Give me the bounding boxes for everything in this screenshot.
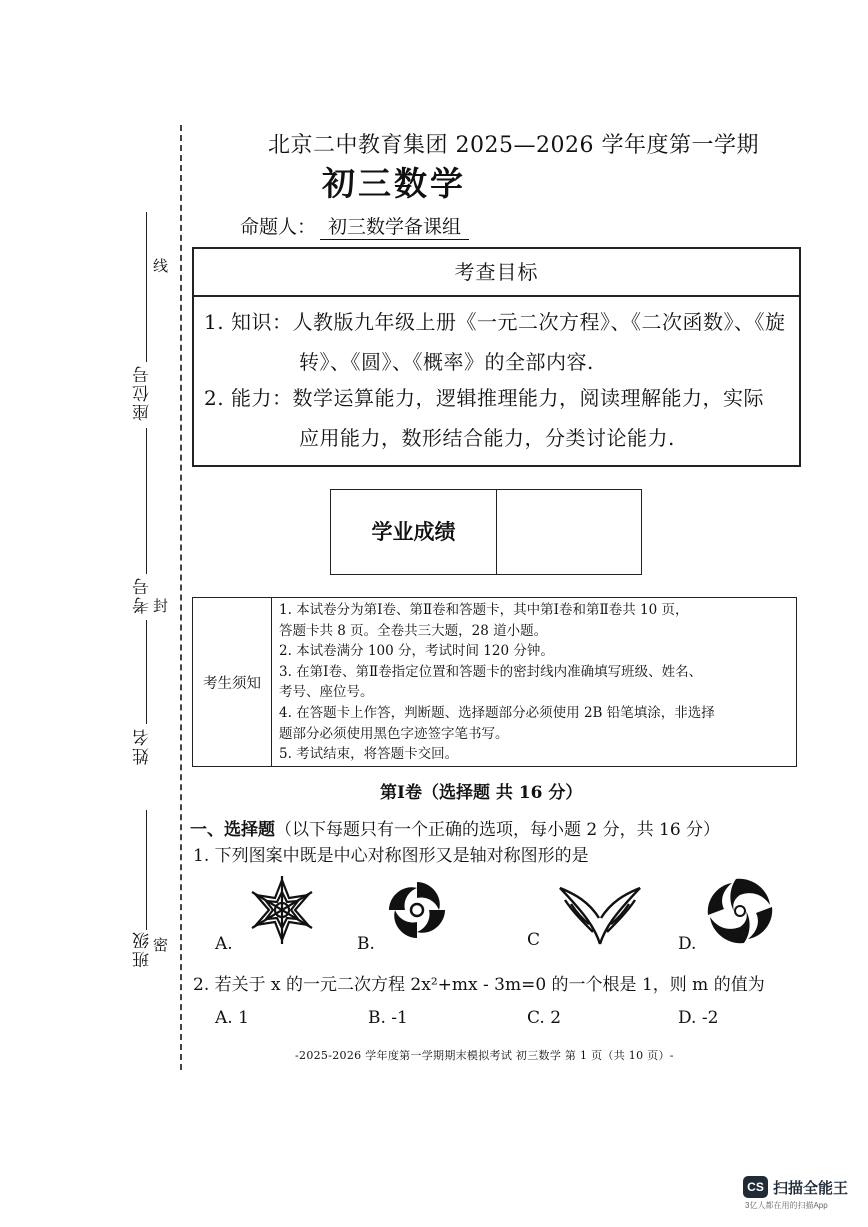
notice-body xyxy=(279,600,790,765)
score-value-cell xyxy=(497,490,641,574)
seal-char-secret: 密 xyxy=(151,937,169,952)
section-1-instruction: （以下每题只有一个正确的选项，每小题 2 分，共 16 分） xyxy=(275,820,721,840)
notice-line: 1. 本试卷分为第Ⅰ卷、第Ⅱ卷和答题卡，其中第Ⅰ卷和第Ⅱ卷共 10 页， xyxy=(279,602,689,618)
notice-line: 3. 在第Ⅰ卷、第Ⅱ卷指定位置和答题卡的密封线内准确填写班级、姓名、 xyxy=(279,663,703,680)
exam-subject: 初三数学 xyxy=(322,164,466,203)
question-2-option-b: B. -1 xyxy=(368,1008,408,1028)
wings-figure xyxy=(555,878,645,948)
question-2-option-a: A. 1 xyxy=(215,1008,249,1028)
goal-item-1-line1: 1. 知识：人教版九年级上册《一元二次方程》、《二次函数》、《旋 xyxy=(204,310,786,334)
swirl-figure xyxy=(385,878,449,942)
flames-figure xyxy=(700,874,780,948)
notice-label: 考生须知 xyxy=(193,598,272,766)
seat-number-label: 座位号 xyxy=(133,364,153,421)
seat-number-blank xyxy=(146,212,147,362)
notice-line: 题部分必须使用黑色字迹签字笔书写。 xyxy=(279,725,509,742)
exam-goals-box xyxy=(192,247,801,467)
question-2-stem: 2. 若关于 x 的一元二次方程 2x²+mx - 3m=0 的一个根是 1，则 m 的值为 xyxy=(193,975,765,995)
question-1-stem: 1. 下列图案中既是中心对称图形又是轴对称图形的是 xyxy=(193,846,589,866)
score-label: 学业成绩 xyxy=(331,490,497,574)
question-2-option-d: D. -2 xyxy=(678,1008,719,1028)
exam-title: 北京二中教育集团 2025—2026 学年度第一学期 xyxy=(268,133,759,158)
setter-name: 初三数学备课组 xyxy=(320,216,469,240)
class-label: 班级 xyxy=(133,930,153,968)
goals-heading: 考查目标 xyxy=(194,249,799,297)
part-1-title: 第Ⅰ卷（选择题 共 16 分） xyxy=(380,783,583,803)
section-1-label: 一、选择题 xyxy=(190,820,275,840)
goal-item-2-line2: 应用能力，数形结合能力，分类讨论能力. xyxy=(299,426,675,450)
scanner-name: 扫描全能王 xyxy=(773,1180,849,1197)
snowflake-figure xyxy=(244,874,320,946)
name-blank xyxy=(146,620,147,724)
page-footer: -2025-2026 学年度第一学期期末模拟考试 初三数学 第 1 页（共 10 页）- xyxy=(295,1049,674,1062)
question-1-option-d: D. xyxy=(678,934,697,954)
scanner-tagline: 3亿人都在用的扫描App xyxy=(745,1201,828,1210)
notice-line: 4. 在答题卡上作答，判断题、选择题部分必须使用 2B 铅笔填涂，非选择 xyxy=(279,704,715,721)
candidate-notice-box xyxy=(192,597,797,767)
question-1-option-c: C xyxy=(527,930,541,950)
section-1-heading xyxy=(190,815,720,840)
goal-item-1-line2: 转》、《圆》、《概率》的全部内容. xyxy=(299,350,594,374)
question-1-option-a: A. xyxy=(215,934,233,954)
setter-label: 命题人： xyxy=(240,216,317,238)
notice-line: 2. 本试卷满分 100 分，考试时间 120 分钟。 xyxy=(279,643,554,660)
scanner-logo-icon: CS xyxy=(743,1176,768,1198)
exam-setter xyxy=(240,212,469,239)
seal-char-line: 线 xyxy=(151,258,169,273)
seal-char-seal: 封 xyxy=(151,598,169,613)
scanner-watermark xyxy=(743,1176,851,1208)
class-blank xyxy=(146,810,147,930)
exam-number-label: 考号 xyxy=(133,576,153,614)
name-label: 姓名 xyxy=(133,727,153,765)
question-2-option-c: C. 2 xyxy=(527,1008,562,1028)
exam-number-blank xyxy=(146,428,147,574)
notice-line: 答题卡共 8 页。全卷共三大题，28 道小题。 xyxy=(279,622,548,639)
question-1-option-b: B. xyxy=(357,934,375,954)
goal-item-2-line1: 2. 能力：数学运算能力，逻辑推理能力，阅读理解能力，实际 xyxy=(204,386,764,410)
binding-dashed-line xyxy=(180,125,182,1070)
score-box xyxy=(330,489,642,575)
notice-line: 考号、座位号。 xyxy=(279,684,374,701)
notice-line: 5. 考试结束，将答题卡交回。 xyxy=(279,746,459,763)
